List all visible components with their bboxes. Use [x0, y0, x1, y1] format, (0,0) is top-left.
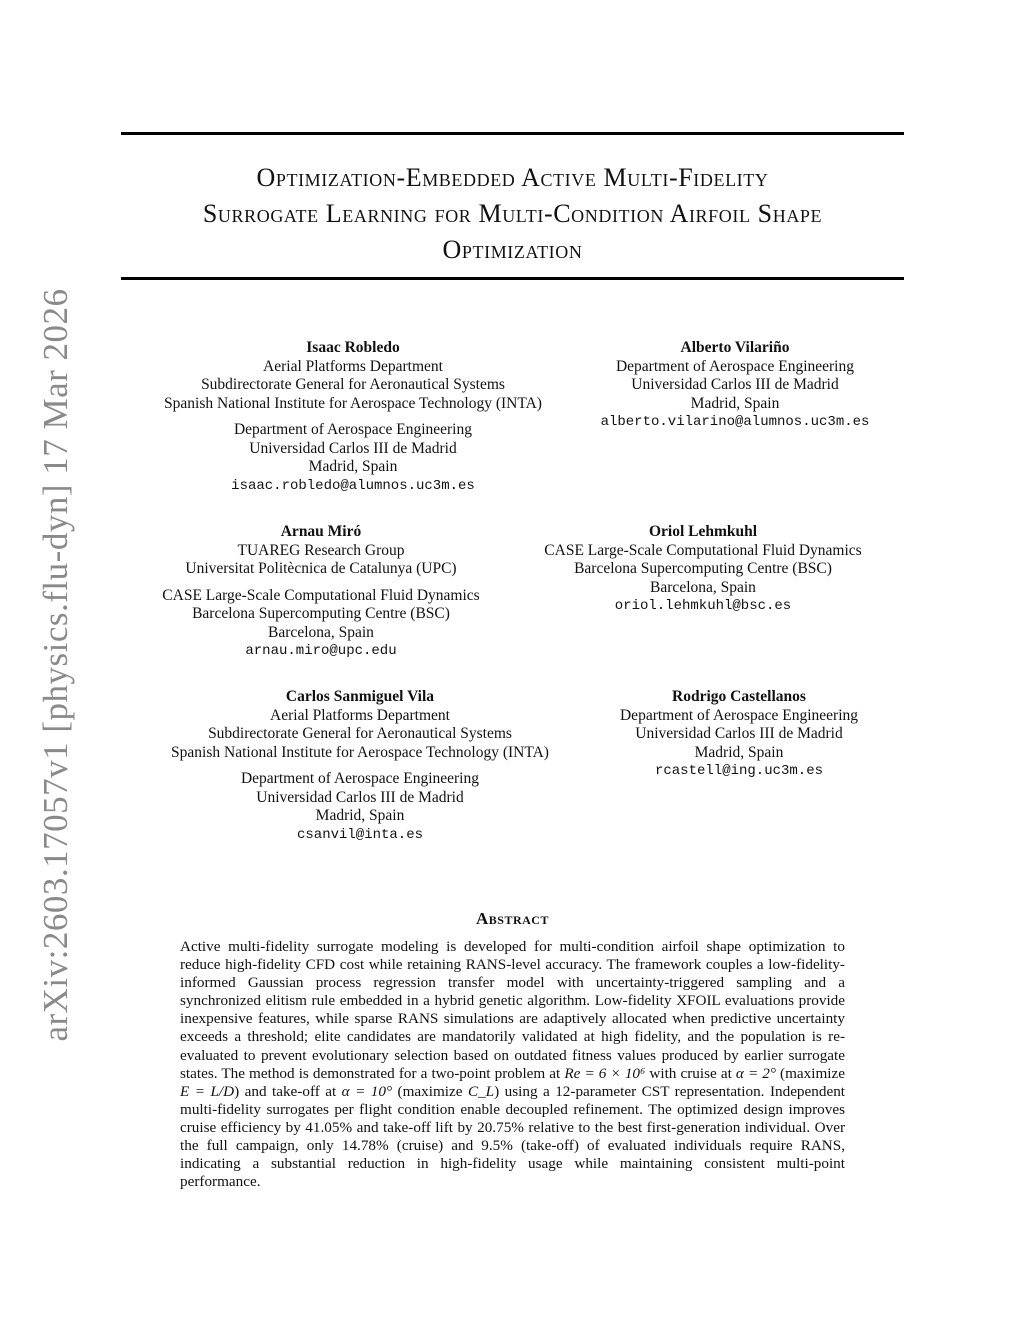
affiliation-line: Universidad Carlos III de Madrid	[631, 376, 839, 393]
affiliation-line: Subdirectorate General for Aeronautical Systems	[201, 376, 505, 393]
author-block-sanmiguel-vila	[171, 688, 549, 844]
author-email[interactable]: arnau.miro@upc.edu	[245, 643, 397, 659]
author-name: Oriol Lehmkuhl	[648, 523, 758, 540]
abstract-text: ) and take-off at	[234, 1082, 342, 1100]
affiliation-line: Department of Aerospace Engineering	[619, 706, 859, 724]
author-name: Alberto Vilariño	[680, 339, 790, 356]
affiliation-line: Subdirectorate General for Aeronautical Systems	[208, 725, 512, 742]
author-name: Arnau Miró	[280, 523, 362, 540]
affiliation-line: Spanish National Institute for Aerospace Technology (INTA)	[171, 743, 549, 761]
title-line-3: Optimization	[442, 235, 583, 264]
affiliation-line: Department of Aerospace Engineering	[615, 357, 854, 375]
abstract-heading: Abstract	[476, 909, 549, 928]
abstract-text: (maximize	[392, 1082, 468, 1100]
abstract-body	[180, 938, 845, 1191]
author-email[interactable]: rcastell@ing.uc3m.es	[654, 763, 824, 779]
affiliation-line: Universidad Carlos III de Madrid	[249, 439, 457, 457]
author-email[interactable]: csanvil@inta.es	[296, 826, 424, 843]
affiliation-line: CASE Large-Scale Computational Fluid Dynamics	[162, 586, 480, 604]
affiliation-line: CASE Large-Scale Computational Fluid Dynamics	[544, 541, 862, 559]
affiliation-line: Aerial Platforms Department	[270, 706, 450, 724]
affiliation-line: Department of Aerospace Engineering	[240, 770, 479, 787]
abstract-text: with cruise at	[645, 1064, 736, 1082]
affiliation-line: Madrid, Spain	[694, 743, 784, 761]
affiliation-line: Universidad Carlos III de Madrid	[635, 725, 843, 742]
author-email[interactable]: isaac.robledo@alumnos.uc3m.es	[231, 477, 475, 494]
affiliation-line: Barcelona Supercomputing Centre (BSC)	[574, 560, 832, 577]
author-name: Carlos Sanmiguel Vila	[285, 688, 435, 705]
affiliation-line: Madrid, Spain	[690, 394, 780, 412]
author-email[interactable]: oriol.lehmkuhl@bsc.es	[614, 598, 792, 614]
math-alpha-takeoff: α = 10°	[341, 1082, 393, 1100]
affiliation-line: Aerial Platforms Department	[263, 357, 443, 375]
affiliation-line: Madrid, Spain	[308, 458, 398, 475]
math-reynolds: Re = 6 × 10⁶	[564, 1064, 646, 1082]
abstract-text: (maximize	[775, 1064, 845, 1082]
author-block-castellanos	[620, 688, 858, 781]
affiliation-line: Department of Aerospace Engineering	[233, 421, 472, 438]
paper-title	[121, 160, 904, 268]
abstract-text: ) using a 12-parameter CST representation. Independent multi-fidelity surrogates per flight condition enable decoupled refinement. The optimized design improves cruise efficiency by 41.05% and take-off lift by 20.75% relative to the best first-generation individual. Over the full campaign, only 14.78% (cruise) and 9.5% (take-off) of evaluated individuals require RANS, indicating a substantial reduction in high-fidelity usage while maintaining consistent multi-point performance.	[180, 1082, 846, 1191]
author-name: Rodrigo Castellanos	[672, 688, 806, 705]
math-efficiency: E = L/D	[180, 1082, 235, 1100]
title-top-rule	[121, 132, 904, 135]
author-block-lehmkuhl	[544, 523, 861, 616]
affiliation-line: Barcelona Supercomputing Centre (BSC)	[192, 605, 450, 622]
title-bottom-rule	[121, 277, 904, 280]
author-email[interactable]: alberto.vilarino@alumnos.uc3m.es	[600, 414, 870, 430]
author-block-vilarino	[601, 339, 870, 432]
affiliation-line: Barcelona, Spain	[268, 623, 374, 641]
author-name: Isaac Robledo	[306, 339, 400, 356]
affiliation-line: Universitat Politècnica de Catalunya (UPC)	[185, 560, 457, 577]
abstract-text: Active multi-fidelity surrogate modeling is developed for multi-condition airfoil shape optimization to reduce high-fidelity CFD cost while retaining RANS-level accuracy. The framework couples a low-fidelity-informed Gaussian process regression transfer model with uncertainty-triggered sampling and a synchronized elitism rule embedded in a hybrid genetic algorithm. Low-fidelity XFOIL evaluations provide inexpensive features, while sparse RANS simulations are adaptively allocated when predictive uncertainty exceeds a threshold; elite candidates are mandatorily validated at high fidelity, and the population is re-evaluated to prevent evolutionary selection based on outdated fitness values produced by earlier surrogate states. The method is demonstrated for a two-point problem at	[180, 938, 845, 1082]
affiliation-line: Madrid, Spain	[315, 807, 405, 824]
affiliation-line: Spanish National Institute for Aerospace Technology (INTA)	[164, 394, 542, 412]
math-lift-coefficient: C_L	[467, 1082, 495, 1100]
title-line-2: Surrogate Learning for Multi-Condition Airfoil Shape	[202, 199, 823, 228]
affiliation-line: Universidad Carlos III de Madrid	[256, 788, 464, 806]
affiliation-line: Barcelona, Spain	[650, 578, 756, 596]
arxiv-identifier-stamp: arXiv:2603.17057v1 [physics.flu-dyn] 17 Mar 2026	[36, 288, 75, 1042]
title-line-1: Optimization-Embedded Active Multi-Fidelity	[256, 163, 769, 192]
math-alpha-cruise: α = 2°	[735, 1064, 776, 1082]
author-block-miro	[162, 523, 479, 661]
affiliation-line: TUAREG Research Group	[237, 541, 405, 559]
author-block-robledo	[164, 339, 542, 495]
